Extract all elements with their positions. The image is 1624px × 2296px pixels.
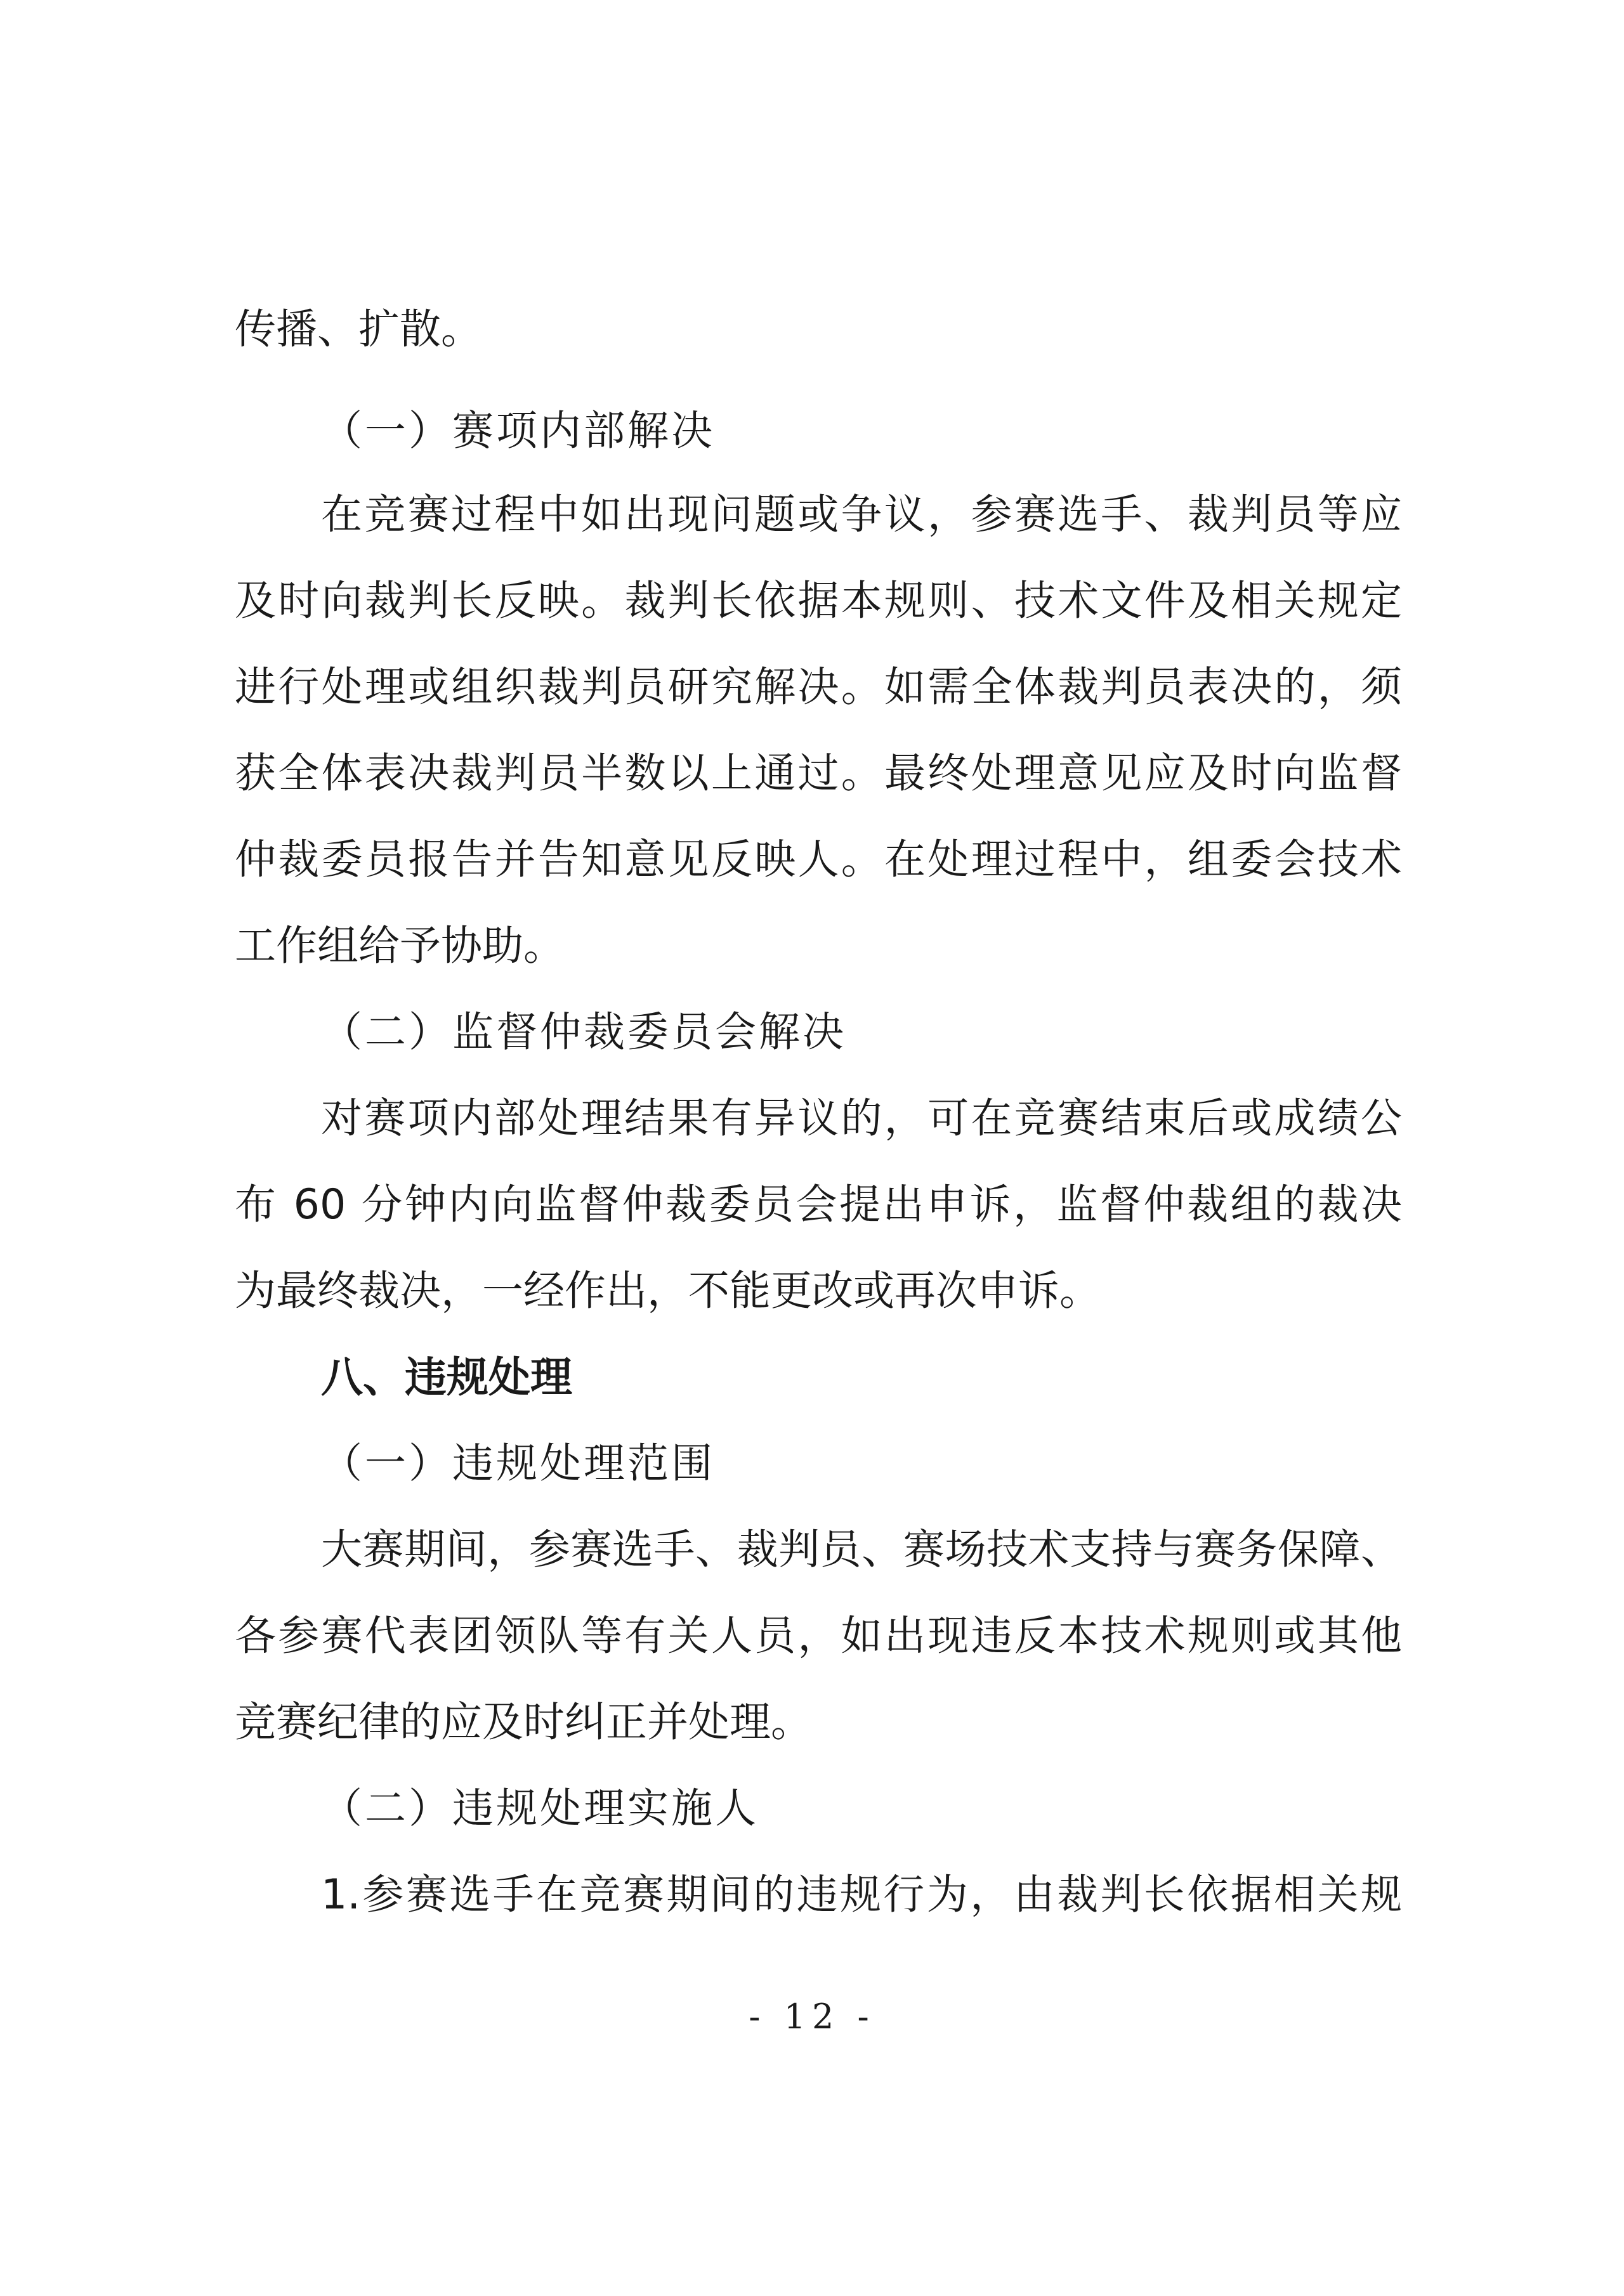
body-text-line: 及时向裁判长反映。裁判长依据本规则、技术文件及相关规定 bbox=[235, 577, 1402, 625]
body-text-line: 工作组给予协助。 bbox=[235, 922, 565, 970]
body-text-line: 竞赛纪律的应及时纠正并处理。 bbox=[235, 1699, 813, 1746]
paragraph-first-line: 大赛期间，参赛选手、裁判员、赛场技术支持与赛务保障、 bbox=[321, 1526, 1402, 1574]
section-heading: 八、违规处理 bbox=[321, 1353, 572, 1402]
body-text-line: 为最终裁决，一经作出，不能更改或再次申诉。 bbox=[235, 1267, 1101, 1315]
paragraph-first-line: 对赛项内部处理结果有异议的，可在竞赛结束后或成绩公 bbox=[321, 1095, 1402, 1142]
section-subheading: （二）监督仲裁委员会解决 bbox=[321, 1008, 847, 1056]
paragraph-first-line: 1.参赛选手在竞赛期间的违规行为，由裁判长依据相关规 bbox=[321, 1871, 1402, 1919]
body-text-line: 传播、扩散。 bbox=[235, 306, 483, 353]
paragraph-first-line: 在竞赛过程中如出现问题或争议，参赛选手、裁判员等应 bbox=[321, 491, 1402, 538]
section-subheading: （二）违规处理实施人 bbox=[321, 1785, 759, 1832]
body-text-line: 布 60 分钟内向监督仲裁委员会提出申诉，监督仲裁组的裁决 bbox=[235, 1181, 1402, 1229]
body-text-line: 获全体表决裁判员半数以上通过。最终处理意见应及时向监督 bbox=[235, 750, 1402, 797]
section-subheading: （一）违规处理范围 bbox=[321, 1440, 716, 1487]
section-subheading: （一）赛项内部解决 bbox=[321, 407, 716, 455]
page-number: - 12 - bbox=[749, 1997, 875, 2037]
body-text-line: 仲裁委员报告并告知意见反映人。在处理过程中，组委会技术 bbox=[235, 836, 1402, 884]
body-text-line: 各参赛代表团领队等有关人员，如出现违反本技术规则或其他 bbox=[235, 1612, 1402, 1660]
body-text-line: 进行处理或组织裁判员研究解决。如需全体裁判员表决的，须 bbox=[235, 663, 1402, 711]
